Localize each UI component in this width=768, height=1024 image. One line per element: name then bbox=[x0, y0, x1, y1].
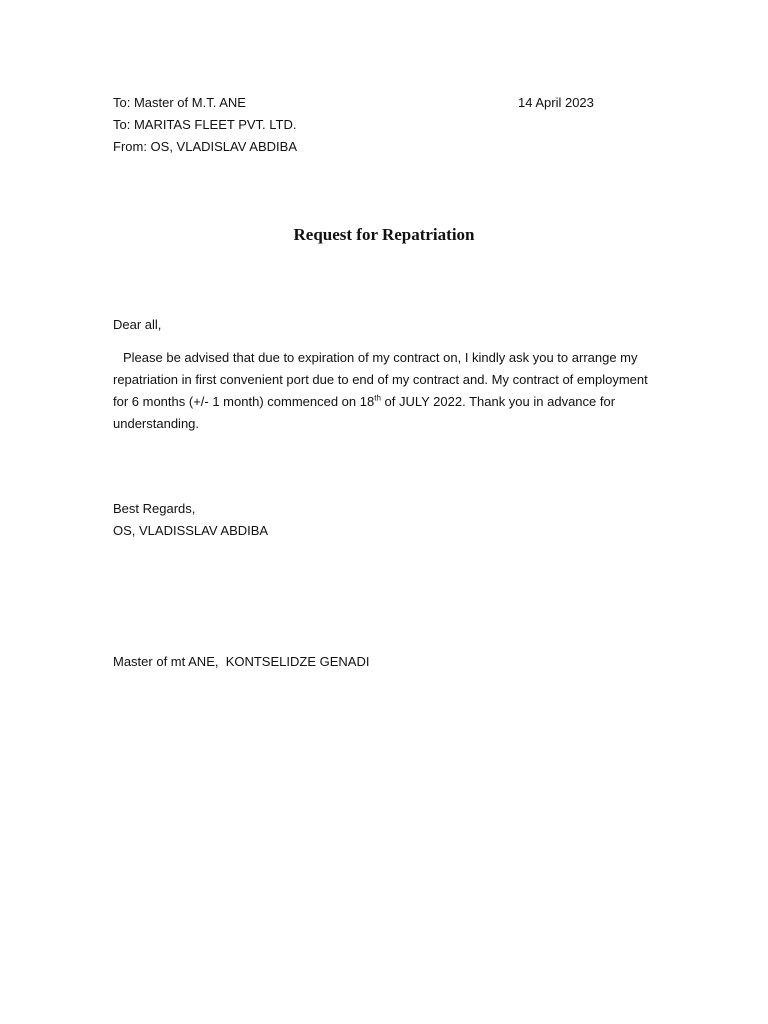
master-signature-line: Master of mt ANE, KONTSELIDZE GENADI bbox=[113, 654, 370, 669]
recipient-master: To: Master of M.T. ANE bbox=[113, 95, 246, 110]
body-text-part2: of JULY 2022. Thank you in advance for understanding. bbox=[113, 394, 616, 431]
salutation: Dear all, bbox=[113, 317, 162, 332]
recipient-company: To: MARITAS FLEET PVT. LTD. bbox=[113, 117, 297, 132]
sender: From: OS, VLADISLAV ABDIBA bbox=[113, 139, 297, 154]
letter-title: Request for Repatriation bbox=[293, 225, 475, 244]
closing-regards: Best Regards, bbox=[113, 501, 196, 516]
body-text-part1: Please be advised that due to expiration of my contract on, I kindly ask you to arrange my repatriation in first convenient port due to end of my contract and. My contract of employment for 6 months (+/- 1 month) commenced on 18 bbox=[113, 350, 648, 409]
ordinal-suffix: th bbox=[374, 393, 381, 403]
letter-date: 14 April 2023 bbox=[518, 95, 594, 110]
signer-name: OS, VLADISSLAV ABDIBA bbox=[113, 523, 269, 538]
body-paragraph bbox=[113, 347, 665, 435]
